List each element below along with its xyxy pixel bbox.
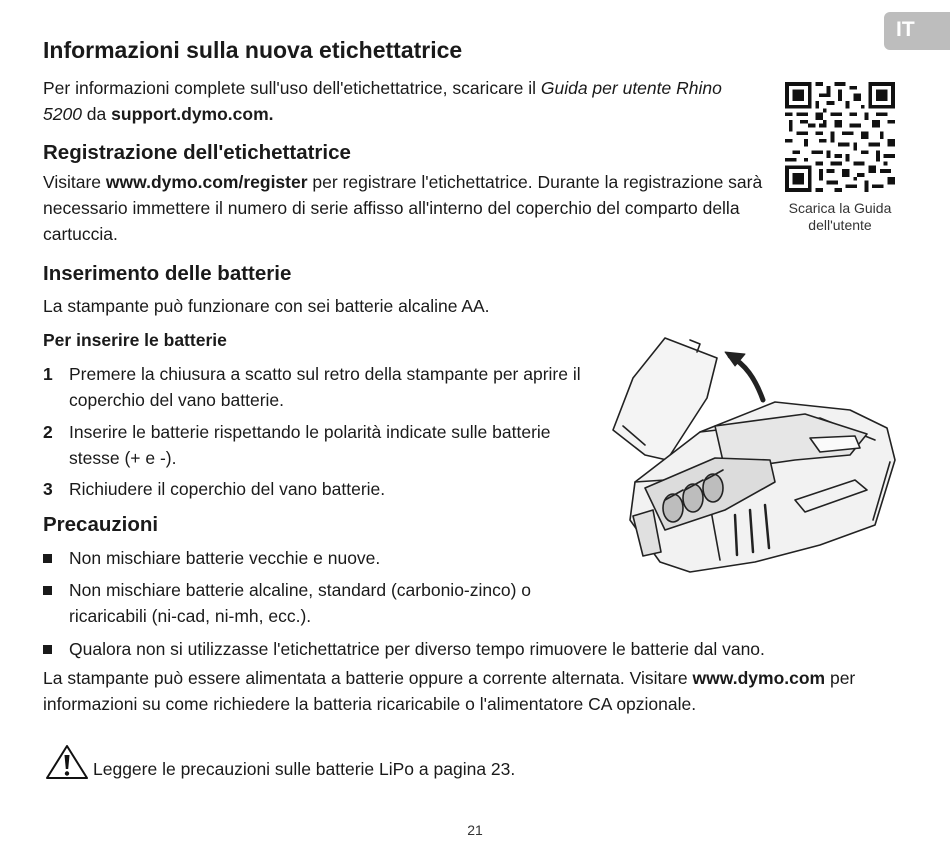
step-2 [43,419,583,471]
step-text: Richiudere il coperchio del vano batterie. [69,479,386,499]
registration-text-1: Visitare [43,172,106,192]
support-link[interactable]: support.dymo.com. [111,104,274,124]
step-text: Premere la chiusura a scatto sul retro della stampante per aprire il coperchio del vano batterie. [69,364,581,410]
warning-triangle-icon [44,743,90,781]
register-link[interactable]: www.dymo.com/register [105,172,308,192]
step-3 [43,476,583,502]
precaution-item-2 [43,577,583,629]
step-number: 1 [43,364,53,384]
step-1 [43,361,583,413]
power-paragraph [43,665,913,717]
precaution-text: Non mischiare batterie alcaline, standard (carbonio-zinco) o ricaricabili (ni-cad, ni-mh, ecc.). [69,580,532,626]
qr-caption: Scarica la Guida dell'utente [788,200,892,233]
language-tab: IT [884,12,950,50]
precaution-text: Non mischiare batterie vecchie e nuove. [69,548,381,568]
bullet-icon [43,554,52,563]
page-title: Informazioni sulla nuova etichettatrice [43,37,463,63]
precautions-heading: Precauzioni [43,513,159,536]
warning-text: Leggere le precauzioni sulle batterie LiPo a pagina 23. [93,759,516,779]
registration-paragraph [43,169,771,247]
intro-text-1: Per informazioni complete sull'uso dell'etichettatrice, scaricare il [43,78,541,98]
precaution-item-1 [43,545,583,571]
batteries-heading: Inserimento delle batterie [43,262,292,285]
intro-text-2: da [81,104,112,124]
registration-text-2: per registrare l'etichettatrice. Durante la registrazione sarà necessario immettere il numero di serie affisso all'interno del coperchio del comparto della cartuccia. [43,172,763,244]
insert-batteries-subheading: Per inserire le batterie [43,330,227,350]
precaution-item-3 [43,636,923,662]
bullet-icon [43,645,52,654]
precaution-text: Qualora non si utilizzasse l'etichettatrice per diverso tempo rimuovere le batterie dal vano. [69,639,765,659]
dymo-link[interactable]: www.dymo.com [692,668,826,688]
qr-code-icon [785,82,895,192]
step-text: Inserire le batterie rispettando le polarità indicate sulle batterie stesse (+ e -). [69,422,551,468]
step-number: 3 [43,479,53,499]
batteries-intro: La stampante può funzionare con sei batterie alcaline AA. [43,296,490,316]
intro-guide-title: Guida per utente Rhino 5200 [43,78,722,124]
bullet-icon [43,586,52,595]
label-printer-illustration [605,330,905,580]
registration-heading: Registrazione dell'etichettatrice [43,141,351,164]
step-number: 2 [43,422,53,442]
page-number: 21 [467,822,483,838]
power-text-2: per informazioni su come richiedere la batteria ricaricabile o l'alimentatore CA opzionale. [43,668,856,714]
power-text-1: La stampante può essere alimentata a batterie oppure a corrente alternata. Visitare [43,668,693,688]
intro-paragraph [43,75,763,127]
